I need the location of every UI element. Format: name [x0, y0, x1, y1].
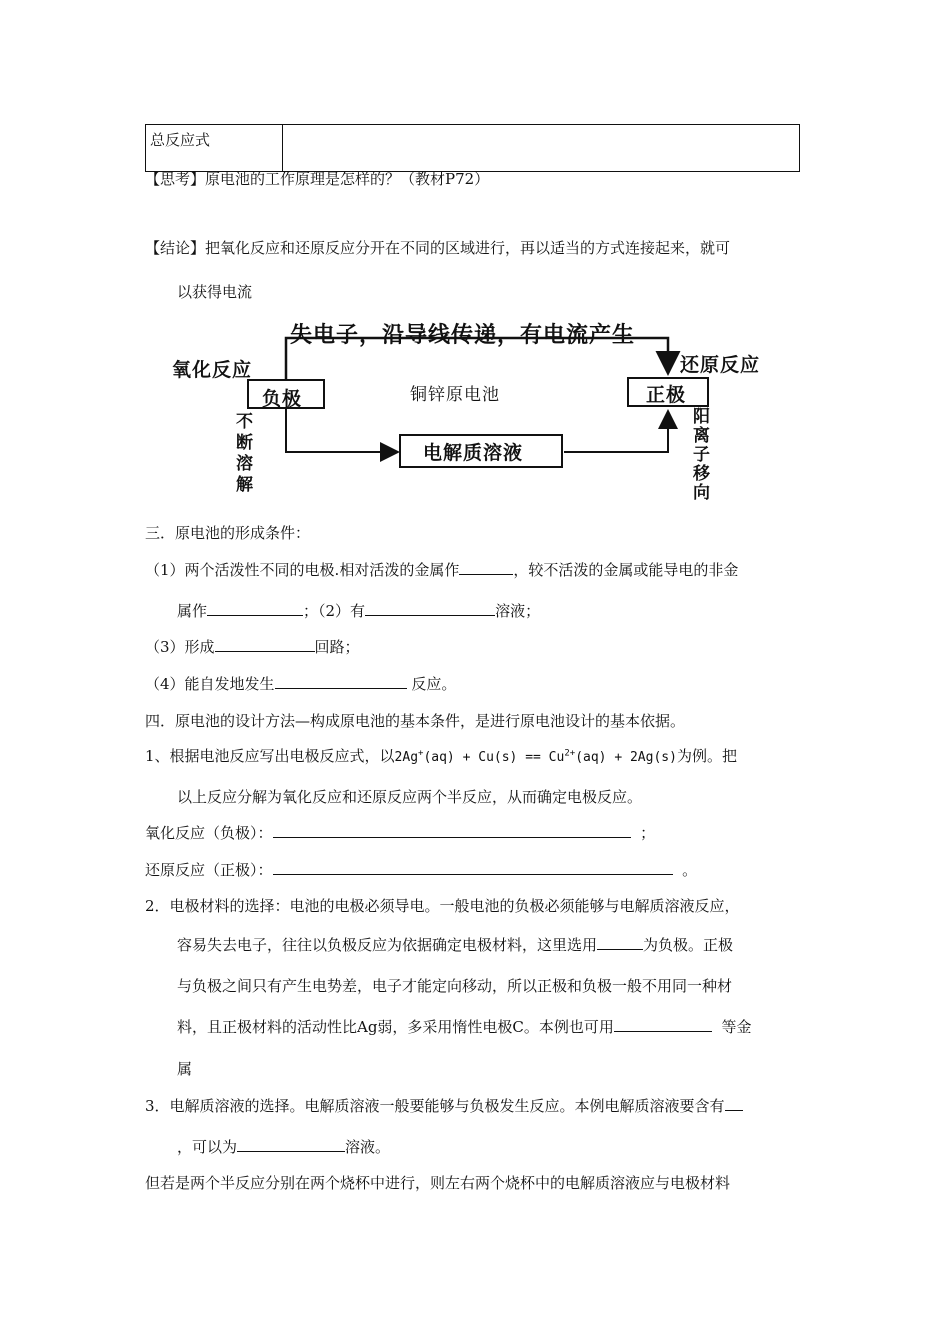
oxidation-label: 氧化反应（负极）：: [145, 824, 273, 842]
blank-positive-electrode[interactable]: [207, 600, 303, 616]
conclusion-line1: [145, 237, 730, 258]
reduction-line: [145, 859, 697, 880]
p3-text-b: ，可以为: [177, 1138, 238, 1156]
diagram-top-label: 失电子，沿导线传递，有电流产生: [290, 322, 636, 348]
section4-p4: 但若是两个半反应分别在两个烧杯中进行，则左右两个烧杯中的电解质溶液应与电极材料: [145, 1174, 731, 1192]
section3-cond3: [145, 636, 360, 657]
blank-ion[interactable]: [725, 1095, 743, 1111]
cond1-text-d: ；（2）有: [303, 602, 366, 620]
blank-solution[interactable]: [237, 1136, 345, 1152]
section4-p3a: [145, 1095, 743, 1116]
p2-text-f: 等金: [721, 1018, 752, 1036]
blank-reduction[interactable]: [273, 859, 673, 875]
section4-p1: [145, 745, 737, 766]
right-vertical-char: 向: [693, 483, 711, 503]
left-vertical-char: 解: [236, 475, 254, 495]
right-wire: [564, 413, 668, 452]
p3-text-c: 溶液。: [345, 1138, 391, 1156]
section3-cond4: [145, 673, 456, 694]
cond4-text-a: （4）能自发地发生: [145, 675, 275, 693]
oxidation-line: [145, 822, 655, 843]
reaction-table: [145, 124, 800, 172]
table-label: 总反应式: [146, 125, 283, 172]
p2-text-b: 容易失去电子，往往以负极反应为依据确定电极材料，这里选用: [177, 936, 598, 954]
cond4-text-b: 反应。: [411, 675, 457, 693]
section3-title: 三．原电池的形成条件：: [145, 524, 311, 542]
eq-sup: 2+: [564, 748, 576, 759]
think-line: [145, 168, 489, 189]
reduction-end: 。: [682, 861, 698, 879]
conclusion-line2: 以获得电流: [177, 283, 253, 301]
section4-p2b: [177, 934, 733, 955]
p2-text-c: 为负极。正极: [643, 936, 734, 954]
section4-p2a: 2．电极材料的选择：电池的电极必须导电。一般电池的负极必须能够与电解质溶液反应，: [145, 897, 740, 915]
bottom-wire: [286, 408, 396, 452]
table-value: [283, 125, 800, 172]
cond3-text-b: 回路；: [314, 638, 360, 656]
section4-p2e: [177, 1016, 751, 1037]
oxidation-end: ；: [640, 824, 656, 842]
equation: [395, 750, 677, 765]
section4-p1-cont: 以上反应分解为氧化反应和还原反应两个半反应，从而确定电极反应。: [177, 788, 643, 806]
cond3-text-a: （3）形成: [145, 638, 215, 656]
negative-electrode: 负极: [262, 388, 303, 410]
right-vertical-char: 阳: [693, 407, 711, 427]
cond1-text-c: 属作: [177, 602, 208, 620]
right-vertical-text: [693, 408, 713, 503]
reduction-label: 还原反应（正极）：: [145, 861, 273, 879]
blank-positive-material[interactable]: [614, 1016, 712, 1032]
section4-p2g: 属: [177, 1060, 193, 1078]
diagram-right-label: 还原反应: [680, 354, 761, 376]
section3-cond1-cont: [177, 600, 540, 621]
blank-oxidation[interactable]: [273, 822, 631, 838]
eq-part: (aq) + Cu(s) == Cu: [423, 750, 565, 765]
left-vertical-text: [236, 412, 256, 496]
positive-electrode: 正极: [646, 384, 687, 406]
cond1-text-b: ，较不活泼的金属或能导电的非金: [513, 561, 739, 579]
center-label: 铜锌原电池: [410, 385, 500, 405]
blank-circuit[interactable]: [215, 636, 315, 652]
eq-part: 2Ag: [394, 750, 419, 765]
p1-text-a: 1、根据电池反应写出电极反应式，以: [145, 747, 395, 765]
right-vertical-char: 离: [693, 426, 711, 446]
electrolyte-label: 电解质溶液: [423, 442, 524, 464]
left-vertical-char: 断: [236, 433, 254, 453]
section4-p3b: [177, 1136, 390, 1157]
conclusion-text: 把氧化反应和还原反应分开在不同的区域进行，再以适当的方式连接起来，就可: [205, 239, 731, 257]
blank-reaction[interactable]: [275, 673, 407, 689]
p3-text-a: 3．电解质溶液的选择。电解质溶液一般要能够与负极发生反应。本例电解质溶液要含有: [145, 1097, 725, 1115]
section4-title: 四．原电池的设计方法—构成原电池的基本条件，是进行原电池设计的基本依据。: [145, 712, 686, 730]
diagram-left-label: 氧化反应: [172, 359, 253, 381]
blank-negative-material[interactable]: [597, 934, 643, 950]
right-vertical-char: 子: [693, 445, 711, 465]
p2-text-e: 料，且正极材料的活动性比Ag弱，多采用惰性电极C。本例也可用: [177, 1018, 614, 1036]
think-text: 原电池的工作原理是怎样的？（教材P72）: [205, 170, 490, 188]
blank-negative-electrode[interactable]: [459, 559, 513, 575]
blank-electrolyte[interactable]: [365, 600, 495, 616]
left-vertical-char: 不: [236, 412, 254, 432]
section3-cond1: [145, 559, 738, 580]
eq-sup: +: [418, 748, 424, 759]
cond1-text-a: （1）两个活泼性不同的电极.相对活泼的金属作: [145, 561, 460, 579]
right-vertical-char: 移: [693, 464, 711, 484]
left-vertical-char: 溶: [236, 454, 254, 474]
conclusion-tag: 【结论】: [145, 239, 206, 257]
cond1-text-e: 溶液；: [495, 602, 541, 620]
think-tag: 【思考】: [145, 170, 206, 188]
section4-p2d: 与负极之间只有产生电势差，电子才能定向移动，所以正极和负极一般不用同一种材: [177, 977, 733, 995]
eq-part: (aq) + 2Ag(s): [575, 750, 677, 765]
p1-text-b: 为例。把: [676, 747, 737, 765]
